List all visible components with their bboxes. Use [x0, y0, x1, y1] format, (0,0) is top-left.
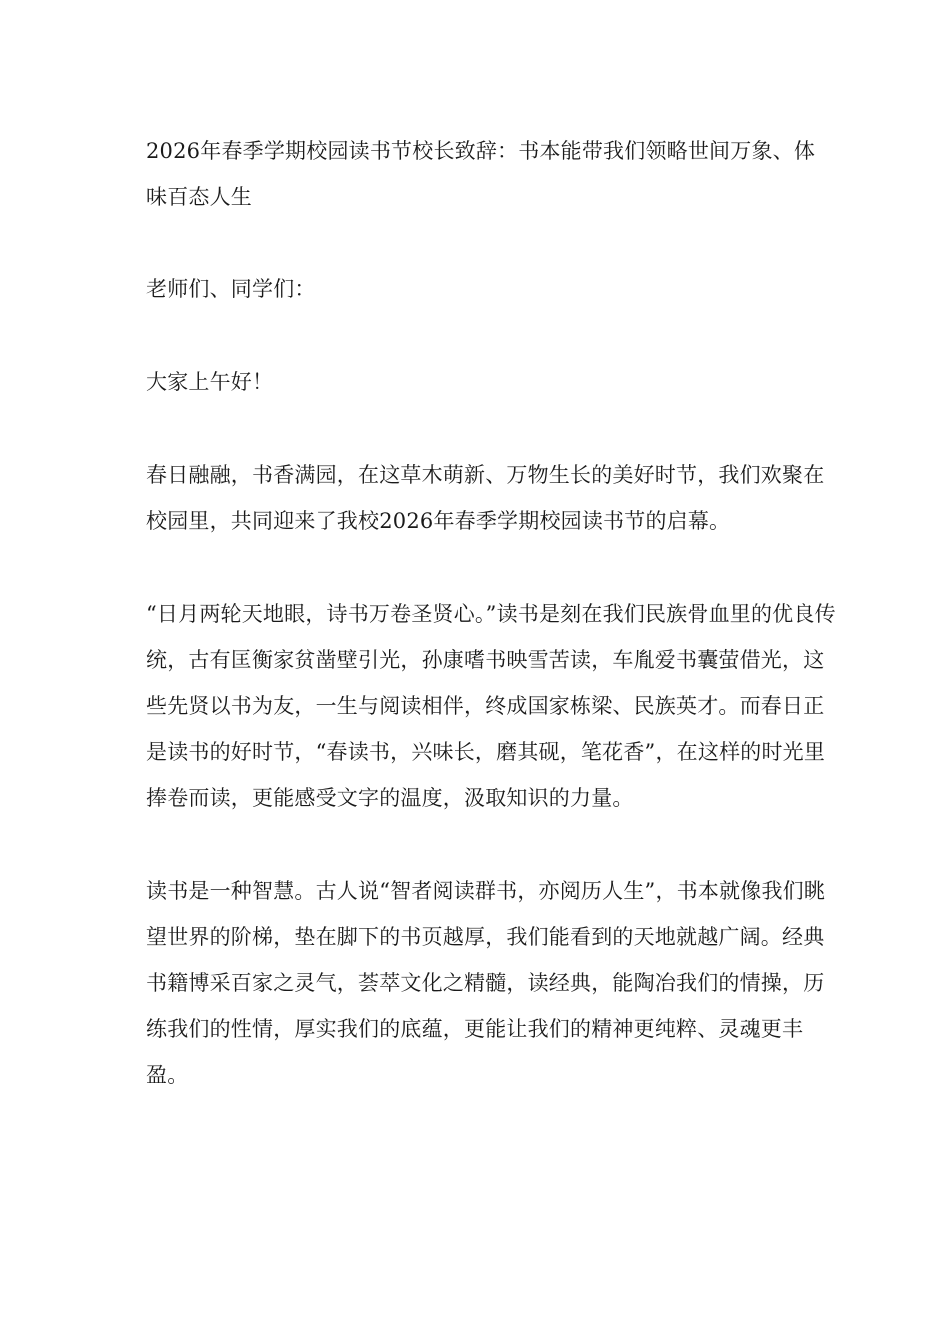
- document-body: [146, 128, 836, 1145]
- salutation: 老师们、同学们：: [146, 277, 316, 301]
- paragraph-2: “日月两轮天地眼，诗书万卷圣贤心。”读书是刻在我们民族骨血里的优良传统，古有匡衡家贫凿壁引光，孙康嗜书映雪苦读，车胤爱书囊萤借光，这些先贤以书为友，一生与阅读相伴，终成国家栋梁、民族英才。而春日正是读书的好时节，“春读书，兴味长，磨其砚，笔花香”，在这样的时光里捧卷而读，更能感受文字的温度，汲取知识的力量。: [146, 602, 836, 810]
- paragraph-1: 春日融融，书香满园，在这草木萌新、万物生长的美好时节，我们欢聚在校园里，共同迎来了我校2026年春季学期校园读书节的启幕。: [146, 463, 825, 533]
- document-title: 2026年春季学期校园读书节校长致辞：书本能带我们领略世间万象、体味百态人生: [146, 139, 816, 209]
- greeting: 大家上午好！: [146, 370, 274, 394]
- paragraph-3: 读书是一种智慧。古人说“智者阅读群书，亦阅历人生”，书本就像我们眺望世界的阶梯，垫在脚下的书页越厚，我们能看到的天地就越广阔。经典书籍博采百家之灵气，荟萃文化之精髓，读经典，能陶冶我们的情操，历练我们的性情，厚实我们的底蕴，更能让我们的精神更纯粹、灵魂更丰盈。: [146, 879, 826, 1087]
